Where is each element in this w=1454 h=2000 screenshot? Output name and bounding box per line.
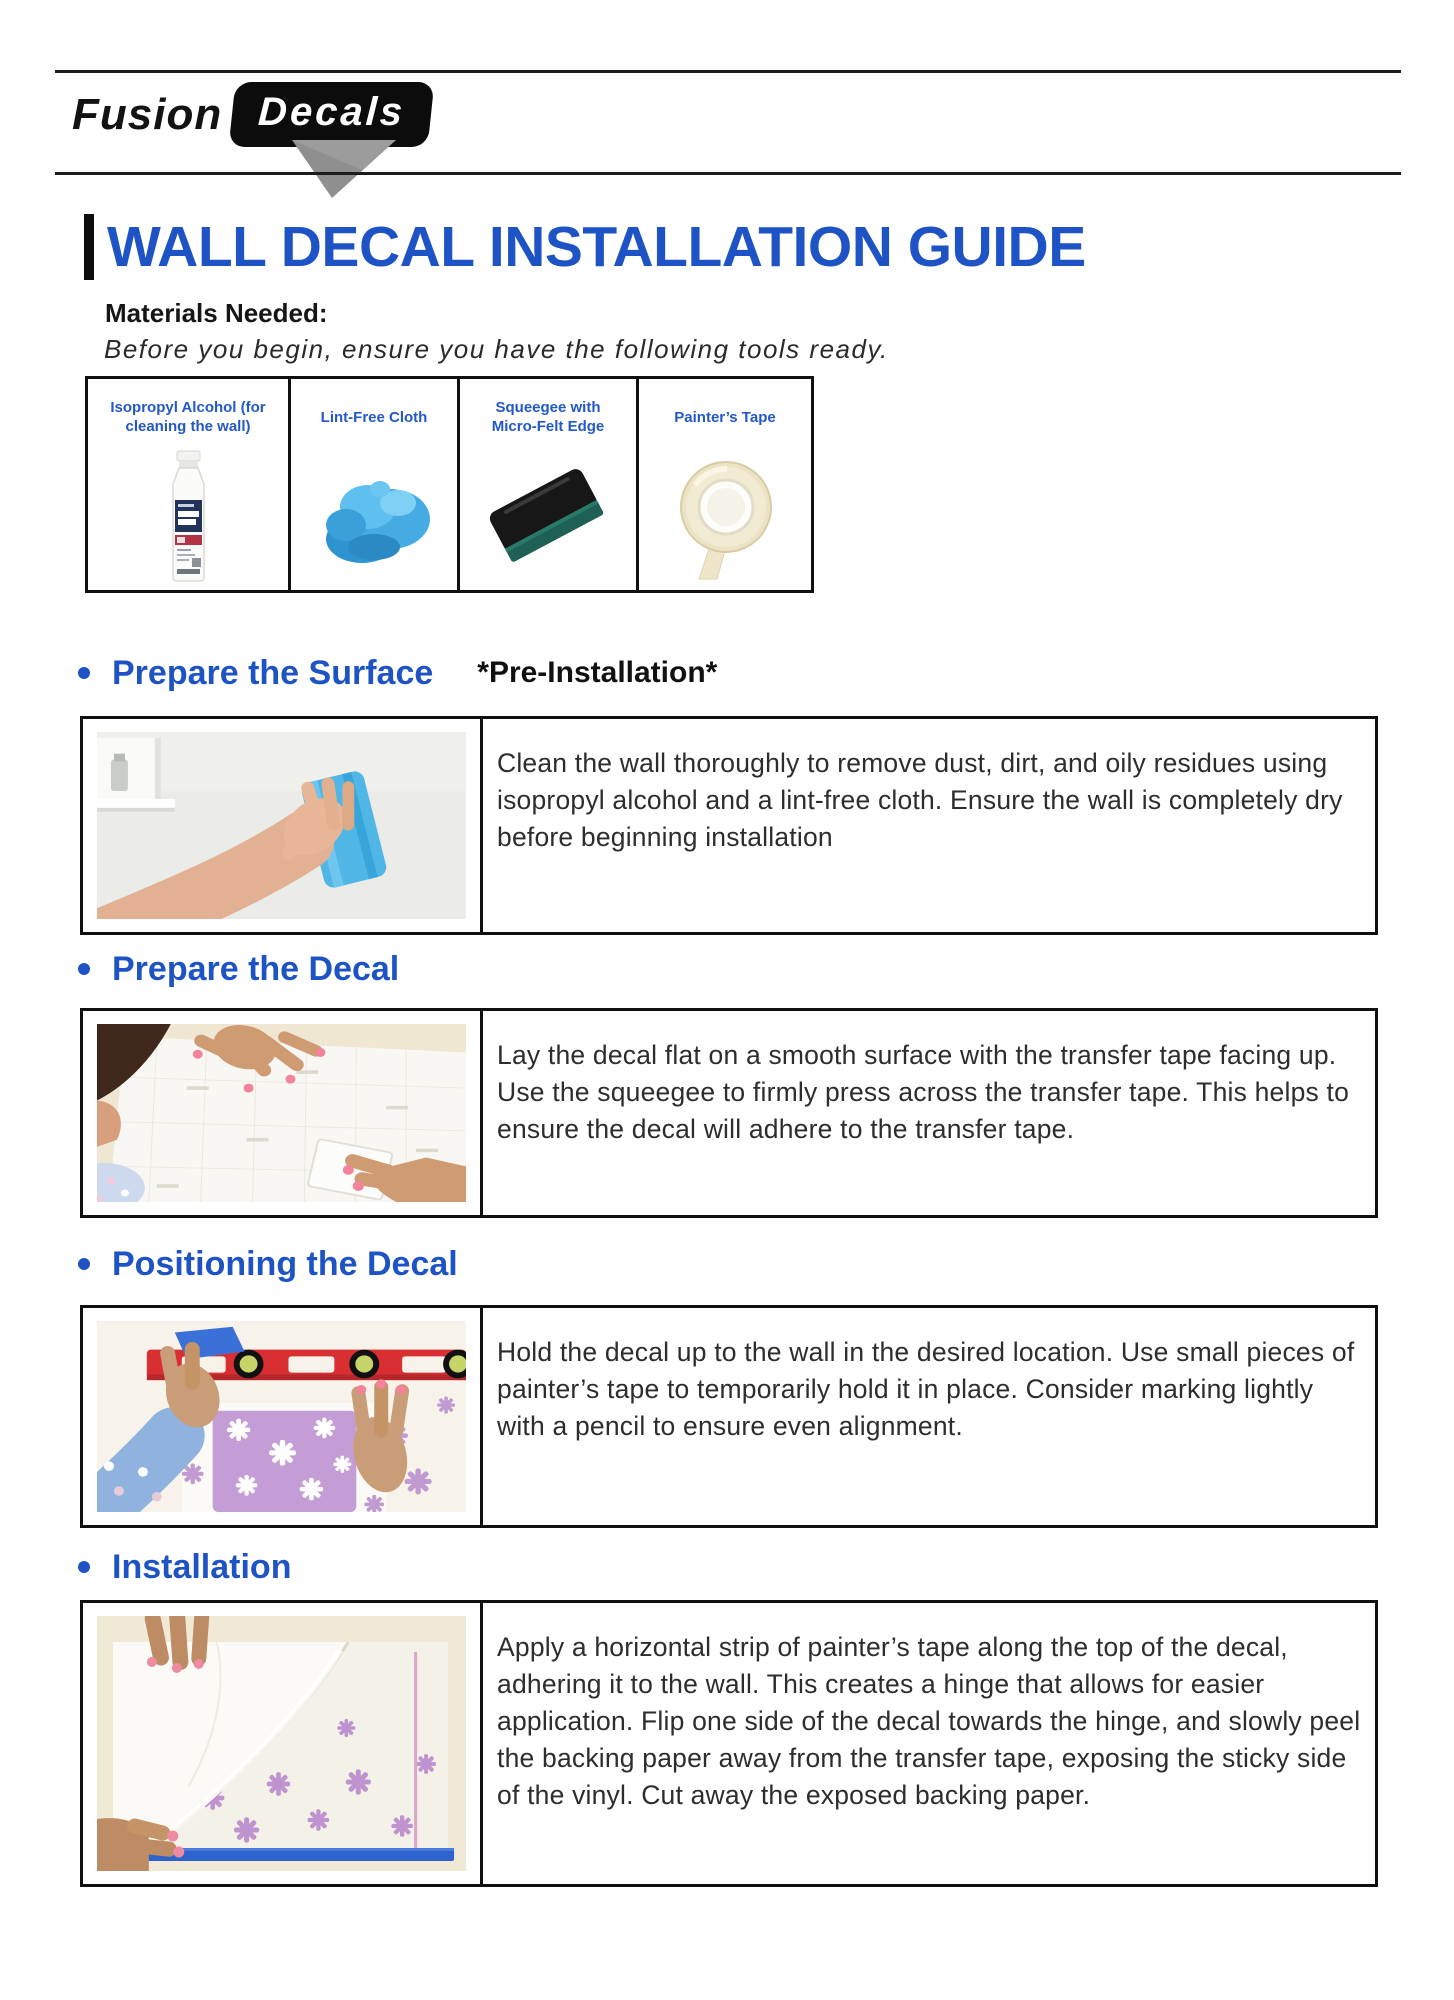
- material-label: Isopropyl Alcohol (for cleaning the wall): [110, 399, 266, 435]
- material-label: Squeegee with Micro-Felt Edge: [491, 399, 605, 435]
- material-cell-squeegee: [459, 378, 638, 592]
- instruction-text: Lay the decal flat on a smooth surface with the transfer tape facing up. Use the squeegee to firmly press across the transfer tape. This helps to ensure the decal will adhere to the transfer tape.: [497, 1040, 1350, 1144]
- bullet-icon: [78, 667, 90, 679]
- brand-fusion-text: Fusion: [72, 90, 223, 139]
- instruction-text: Clean the wall thoroughly to remove dust, dirt, and oily residues using isopropyl alcohol and a lint-free cloth. Ensure the wall is completely dry before beginning installation: [497, 748, 1343, 852]
- material-label: Lint-Free Cloth: [320, 408, 428, 426]
- brand-decals-text: Decals: [257, 90, 407, 134]
- materials-heading: Materials Needed:: [105, 298, 328, 328]
- instruction-text: Apply a horizontal strip of painter’s tape along the top of the decal, adhering it to the wall. This creates a hinge that allows for easier application. Flip one side of the decal towards the hinge, and slowly peel the backing paper away from the transfer tape, exposing the sticky side of the vinyl. Cut away the exposed backing paper.: [497, 1632, 1361, 1810]
- pre-installation-note: *Pre-Installation*: [477, 656, 718, 689]
- content-box-positioning-decal: [80, 1305, 1378, 1528]
- brand-decals-badge: [231, 84, 432, 145]
- squeegee-icon: [466, 448, 630, 586]
- photo-peeling-backing-paper: [83, 1603, 483, 1884]
- content-box-prepare-surface: [80, 716, 1378, 935]
- title-accent-bar: [84, 214, 94, 280]
- alcohol-bottle-icon: [94, 448, 282, 586]
- title-row: [84, 214, 1086, 280]
- instruction-text-cell: [483, 1603, 1375, 1884]
- section-title: Installation: [112, 1547, 292, 1586]
- material-cell-lint-free-cloth: [290, 378, 459, 592]
- bullet-icon: [78, 963, 90, 975]
- material-cell-painters-tape: [638, 378, 813, 592]
- tape-roll-icon: [645, 448, 805, 586]
- section-heading-prepare-decal: [78, 948, 399, 990]
- bullet-icon: [78, 1561, 90, 1573]
- section-heading-installation: [78, 1546, 291, 1588]
- materials-table: [85, 376, 814, 593]
- section-title: Prepare the Decal: [112, 949, 400, 988]
- material-label: Painter’s Tape: [674, 408, 776, 426]
- materials-subheading: Before you begin, ensure you have the following tools ready.: [104, 334, 889, 364]
- instruction-text-cell: [483, 1308, 1375, 1525]
- photo-pressing-decal: [83, 1011, 483, 1215]
- instruction-text-cell: [483, 719, 1375, 932]
- photo-leveling-decal: [83, 1308, 483, 1525]
- section-heading-positioning-decal: [78, 1243, 458, 1285]
- brand-logo: [72, 84, 429, 168]
- material-cell-isopropyl-alcohol: [87, 378, 290, 592]
- content-box-prepare-decal: [80, 1008, 1378, 1218]
- top-divider-line: [55, 70, 1401, 73]
- bullet-icon: [78, 1258, 90, 1270]
- section-heading-prepare-surface: [78, 652, 717, 694]
- content-box-installation: [80, 1600, 1378, 1887]
- photo-hand-wiping-wall: [83, 719, 483, 932]
- blue-cloth-icon: [297, 448, 451, 586]
- logo-bottom-divider-line: [55, 172, 1401, 175]
- instruction-text: Hold the decal up to the wall in the desired location. Use small pieces of painter’s tape to temporarily hold it in place. Consider marking lightly with a pencil to ensure even alignment.: [497, 1337, 1355, 1441]
- page-title: WALL DECAL INSTALLATION GUIDE: [107, 215, 1086, 279]
- section-title: Prepare the Surface: [112, 653, 434, 692]
- instruction-text-cell: [483, 1011, 1375, 1215]
- section-title: Positioning the Decal: [112, 1244, 458, 1283]
